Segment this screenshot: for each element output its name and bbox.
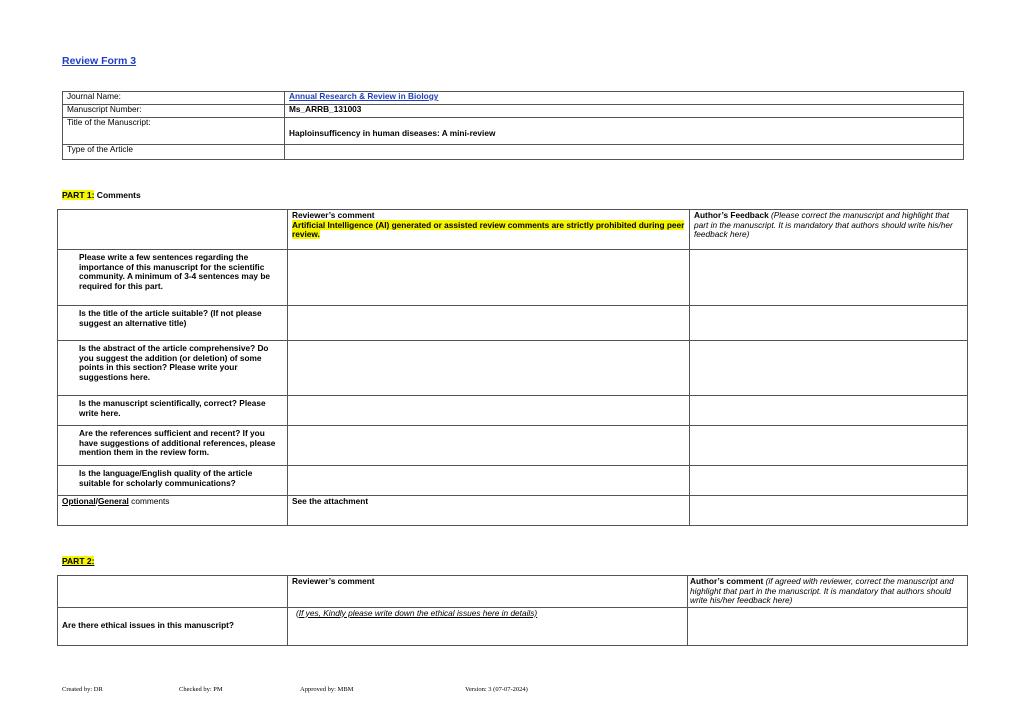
part2-reviewer-header: Reviewer’s comment xyxy=(288,576,688,608)
question-importance: Please write a few sentences regarding the importance of this manuscript for the scientific community. A minimum of 3-4 sentences may be required for this part. xyxy=(58,250,288,306)
part2-label: PART 2: xyxy=(62,556,95,566)
part2-author-instructions: (if agreed with reviewer, correct the manuscript and highlight that part in the manuscript. It is mandatory that authors should write his/her feedback here) xyxy=(690,576,954,606)
part2-heading xyxy=(62,556,94,566)
optional-label: Optional xyxy=(62,496,96,506)
author-feedback-header: Author’s Feedback xyxy=(694,210,769,220)
reviewer-comment-header: Reviewer’s comment xyxy=(292,210,375,220)
reviewer-answer-abstract[interactable] xyxy=(288,341,690,396)
reviewer-answer-references[interactable] xyxy=(288,426,690,466)
part1-heading xyxy=(62,190,141,200)
header-blank xyxy=(58,210,288,250)
manuscript-title-label: Title of the Manuscript: xyxy=(63,118,285,145)
journal-link[interactable]: Annual Research & Review in Biology xyxy=(289,91,439,101)
author-answer-importance[interactable] xyxy=(690,250,968,306)
part2-header-blank xyxy=(58,576,288,608)
optional-slash: / xyxy=(95,496,98,506)
question-title: Is the title of the article suitable? (If not please suggest an alternative title) xyxy=(58,306,288,341)
ethical-issues-placeholder[interactable]: (If yes, Kindly please write down the ethical issues here in details) xyxy=(296,607,538,618)
author-answer-language[interactable] xyxy=(690,466,968,496)
reviewer-answer-title[interactable] xyxy=(288,306,690,341)
journal-label: Journal Name: xyxy=(63,92,285,105)
author-answer-references[interactable] xyxy=(690,426,968,466)
part1-label: PART 1: xyxy=(62,190,95,200)
optional-author-comment[interactable] xyxy=(690,496,968,526)
footer-created-by: Created by: DR xyxy=(62,686,103,693)
reviewer-answer-scientific[interactable] xyxy=(288,396,690,426)
article-type-label: Type of the Article xyxy=(63,145,285,160)
form-title: Review Form 3 xyxy=(62,55,137,67)
question-language: Is the language/English quality of the article suitable for scholarly communications? xyxy=(58,466,288,496)
reviewer-answer-importance[interactable] xyxy=(288,250,690,306)
ethical-question: Are there ethical issues in this manuscript? xyxy=(58,607,288,645)
author-answer-scientific[interactable] xyxy=(690,396,968,426)
part1-suffix: Comments xyxy=(94,190,141,200)
manuscript-title-value: Haploinsufficency in human diseases: A mini-review xyxy=(285,118,964,145)
reviewer-answer-language[interactable] xyxy=(288,466,690,496)
question-abstract: Is the abstract of the article comprehensive? Do you suggest the addition (or deletion) of some points in this section? Please write your suggestions here. xyxy=(58,341,288,396)
author-feedback-instructions: (Please correct the manuscript and highlight that part in the manuscript. It is mandatory that authors should write his/her feedback here) xyxy=(694,210,953,240)
footer-approved-by: Approved by: MBM xyxy=(300,686,354,693)
footer-version: Version: 3 (07-07-2024) xyxy=(465,686,528,693)
part1-comments-table xyxy=(57,209,968,526)
comments-label: comments xyxy=(128,496,170,506)
optional-reviewer-comment[interactable]: See the attachment xyxy=(288,496,690,526)
general-label: General xyxy=(97,496,129,506)
author-answer-title[interactable] xyxy=(690,306,968,341)
optional-comments-label xyxy=(58,496,288,526)
article-type-value[interactable] xyxy=(285,145,964,160)
author-answer-abstract[interactable] xyxy=(690,341,968,396)
part2-author-header: Author’s comment xyxy=(690,576,764,586)
ai-notice: Artificial Intelligence (AI) generated or assisted review comments are strictly prohibited during peer review. xyxy=(292,219,685,240)
manuscript-number-label: Manuscript Number: xyxy=(63,105,285,118)
manuscript-info-table xyxy=(62,91,964,160)
question-references: Are the references sufficient and recent? If you have suggestions of additional references, please mention them in the review form. xyxy=(58,426,288,466)
question-scientific: Is the manuscript scientifically, correct? Please write here. xyxy=(58,396,288,426)
part2-ethics-table xyxy=(57,575,968,646)
ethical-author-comment[interactable] xyxy=(688,607,968,645)
manuscript-number-value: Ms_ARRB_131003 xyxy=(285,105,964,118)
footer-checked-by: Checked by: PM xyxy=(179,686,223,693)
